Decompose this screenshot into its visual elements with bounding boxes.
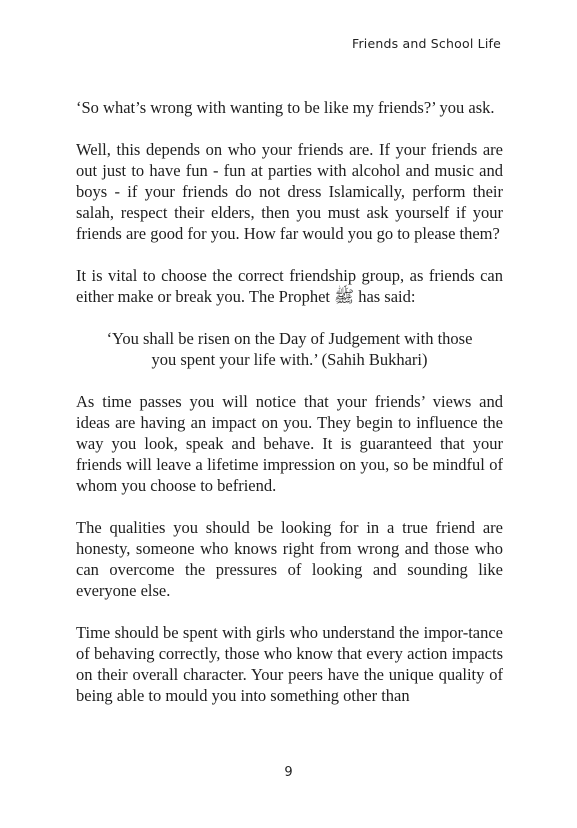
paragraph-time-with-girls: Time should be spent with girls who understand the impor-tance of behaving correctly, those who know that every action impacts on their overall character. Your peers have the unique quality of being able to mould you into something other than <box>76 623 503 705</box>
page-number: 9 <box>284 765 293 780</box>
paragraph-friends-influence: As time passes you will notice that your friends’ views and ideas are having an impact on you. They begin to influence the way you look, speak and behave. It is guaranteed that your friends will leave a lifetime impression on you, so be mindful of whom you choose to befriend. <box>76 392 503 495</box>
paragraph-friendship-group: It is vital to choose the correct friendship group, as friends can either make or break you. The Prophet ﷺ has said: <box>76 266 503 306</box>
hadith-quote: ‘You shall be risen on the Day of Judgement with those you spent your life with.’ (Sahih Bukhari) <box>106 329 473 369</box>
paragraph-who-are-your-friends: Well, this depends on who your friends are. If your friends are out just to have fun - fun at parties with alcohol and music and boys - if your friends do not dress Islamically, perform their salah, respect their elders, then you must ask yourself if your friends are good for you. How far would you go to please them? <box>76 140 503 243</box>
running-header: Friends and School Life <box>351 36 501 51</box>
paragraph-opening-question: ‘So what’s wrong with wanting to be like my friends?’ you ask. <box>76 98 495 117</box>
page-body <box>76 97 503 727</box>
paragraph-friend-qualities: The qualities you should be looking for in a true friend are honesty, someone who knows right from wrong and those who can overcome the pressures of looking and sounding like everyone else. <box>76 518 503 600</box>
